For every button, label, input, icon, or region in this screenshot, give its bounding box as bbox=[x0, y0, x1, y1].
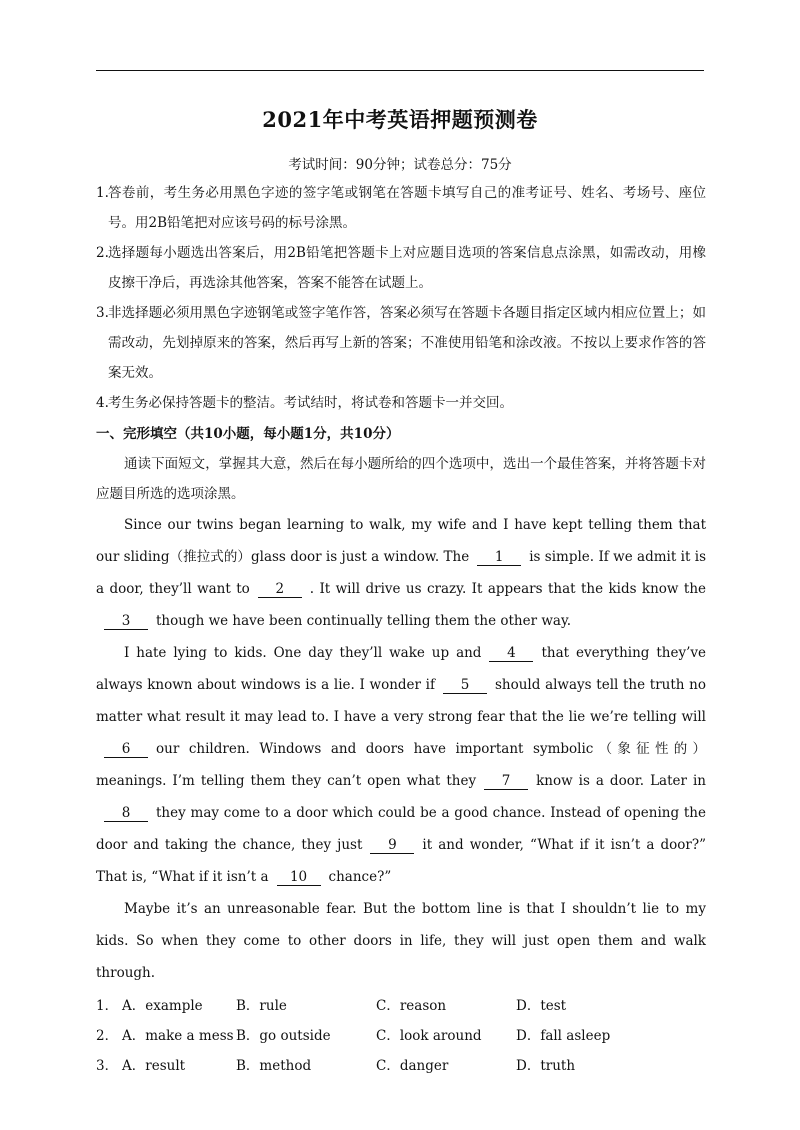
option-b: B．rule bbox=[236, 998, 287, 1014]
passage-text: that everything they’ve always known about windows is a lie. I wonder if bbox=[96, 645, 707, 693]
passage-text: . It will drive us crazy. It appears that the kids know the bbox=[309, 581, 707, 597]
option-d: D．truth bbox=[516, 1058, 576, 1074]
instruction-rule-1 bbox=[96, 178, 706, 238]
option-c: C．danger bbox=[376, 1058, 449, 1074]
instruction-rule-2 bbox=[96, 238, 706, 298]
rule-text: 答卷前，考生务必用黑色字迹的签字笔或钢笔在答题卡填写自己的准考证号、姓名、考场号、座位号。用2B铅笔把对应该号码的标号涂黑。 bbox=[108, 185, 706, 231]
section-instruction: 通读下面短文，掌握其大意，然后在每小题所给的四个选项中，选出一个最佳答案，并将答题卡对应题目所选的选项涂黑。 bbox=[96, 456, 706, 502]
option-a: A．example bbox=[122, 998, 203, 1014]
rule-text: 考生务必保持答题卡的整洁。考试结时，将试卷和答题卡一并交回。 bbox=[108, 395, 513, 411]
exam-info: 考试时间：90分钟；试卷总分：75分 bbox=[288, 157, 512, 173]
option-d: D．fall asleep bbox=[516, 1028, 611, 1044]
question-number: 1． bbox=[96, 998, 119, 1014]
rule-number: 1. bbox=[96, 185, 109, 201]
rule-number: 4. bbox=[96, 395, 109, 411]
document-body bbox=[96, 178, 706, 1081]
passage-paragraph-1 bbox=[96, 509, 706, 637]
instruction-rule-3 bbox=[96, 298, 706, 388]
blank-7: 7 bbox=[484, 773, 528, 790]
passage-text: know is a door. Later in bbox=[536, 773, 706, 789]
instruction-rule-4 bbox=[96, 388, 706, 418]
blank-4: 4 bbox=[489, 645, 533, 662]
passage-text: I hate lying to kids. One day they’ll wake up and bbox=[124, 645, 482, 661]
blank-10: 10 bbox=[277, 869, 321, 886]
passage-text: though we have been continually telling them the other way. bbox=[156, 613, 572, 629]
passage-paragraph-3: Maybe it’s an unreasonable fear. But the bottom line is that I shouldn’t lie to my kids. So when they come to other doors in life, they will just open them and walk through. bbox=[96, 901, 706, 981]
question-row bbox=[96, 1051, 706, 1081]
passage-text: it and wonder, “What if it isn’t a door?” That is, “What if it isn’t a bbox=[96, 837, 706, 885]
option-b: B．go outside bbox=[236, 1028, 331, 1044]
passage-paragraph-2 bbox=[96, 637, 706, 893]
question-number: 3． bbox=[96, 1058, 119, 1074]
rule-number: 3. bbox=[96, 305, 109, 321]
rule-number: 2. bbox=[96, 245, 109, 261]
passage-text: chance?” bbox=[328, 869, 392, 885]
blank-6: 6 bbox=[104, 741, 148, 758]
passage-text: should always tell the truth no matter what result it may lead to. I have a very strong fear that the lie we’re telling will bbox=[96, 677, 706, 725]
passage-text: our children. Windows and doors have important symbolic（象征性的）meanings. I’m telling them they can’t open what they bbox=[96, 741, 706, 789]
blank-2: 2 bbox=[258, 581, 302, 598]
question-row bbox=[96, 1021, 706, 1051]
question-row bbox=[96, 991, 706, 1021]
blank-3: 3 bbox=[104, 613, 148, 630]
passage-text: they may come to a door which could be a good chance. Instead of opening the door and taking the chance, they just bbox=[96, 805, 706, 853]
question-options bbox=[96, 991, 706, 1081]
section-heading: 一、完形填空（共10小题，每小题1分，共10分） bbox=[96, 426, 400, 442]
option-c: C．reason bbox=[376, 998, 447, 1014]
blank-1: 1 bbox=[477, 549, 521, 566]
option-d: D．test bbox=[516, 998, 567, 1014]
passage-text: Since our twins began learning to walk, my wife and I have kept telling them that our sliding（推拉式的）glass door is just a window. The bbox=[96, 517, 706, 565]
option-a: A．make a mess bbox=[122, 1028, 234, 1044]
option-b: B．method bbox=[236, 1058, 312, 1074]
blank-9: 9 bbox=[370, 837, 414, 854]
rule-text: 选择题每小题选出答案后，用2B铅笔把答题卡上对应题目选项的答案信息点涂黑，如需改动，用橡皮擦干净后，再选涂其他答案，答案不能答在试题上。 bbox=[108, 245, 706, 291]
question-number: 2． bbox=[96, 1028, 119, 1044]
rule-text: 非选择题必须用黑色字迹钢笔或签字笔作答，答案必须写在答题卡各题目指定区域内相应位置上；如需改动，先划掉原来的答案，然后再写上新的答案；不准使用铅笔和涂改液。不按以上要求作答的答案无效。 bbox=[108, 305, 706, 381]
header-rule bbox=[96, 70, 704, 71]
blank-5: 5 bbox=[443, 677, 487, 694]
blank-8: 8 bbox=[104, 805, 148, 822]
passage-text: is simple. If we admit it is a door, they’ll want to bbox=[96, 549, 706, 597]
option-c: C．look around bbox=[376, 1028, 482, 1044]
option-a: A．result bbox=[122, 1058, 186, 1074]
page-title: 2021年中考英语押题预测卷 bbox=[262, 107, 538, 132]
